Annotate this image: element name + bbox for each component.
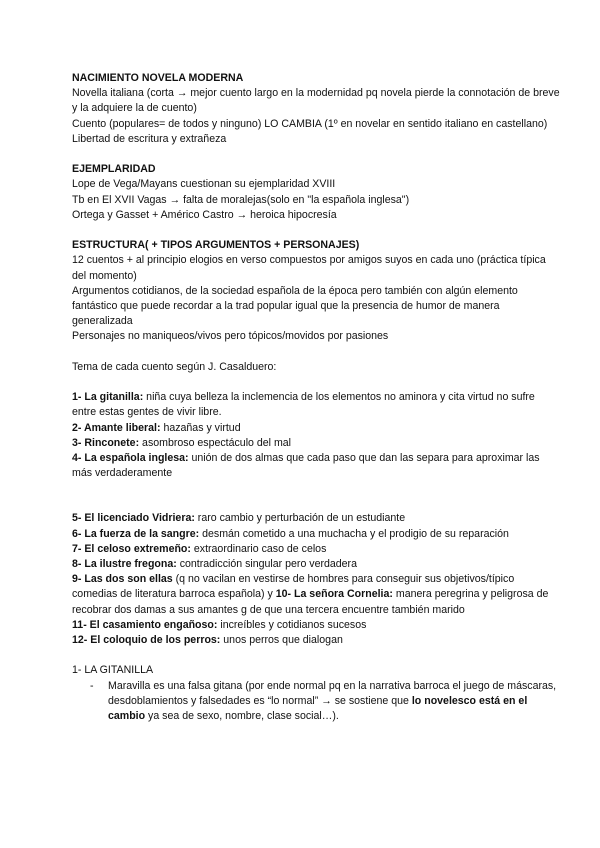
text-run: Maravilla es una falsa gitana (por ende normal pq en la narrativa barroca el juego de máscaras, desdoblamientos y falsedades es “lo normal” → se sostiene que [108,679,557,707]
list-item-title: 2- Amante liberal: [72,421,161,434]
list-item-text: contradicción singular pero verdadera [176,558,357,571]
list-item [72,451,560,481]
text-line: 12 cuentos + al principio elogios en verso compuestos por amigos suyos en cada uno (práctica típica del momento) [72,254,546,282]
list-item-text: desmán cometido a una muchacha y el prodigio de su reparación [199,527,509,540]
list-item-text: increíbles y cotidianos sucesos [217,618,367,631]
section-heading-estructura: ESTRUCTURA( + TIPOS ARGUMENTOS + PERSONAJES) [72,239,360,252]
list-item-text: manera peregrina y peligrosa de recobrar dos damas a sus amantes g de que una tercera encuentre también marido [72,588,549,616]
list-item-title: 8- La ilustre fregona: [72,558,177,571]
list-item-text: niña cuya belleza la inclemencia de los elementos no aminora y cita virtud no sufre entre estas gentes de vivir libre. [72,391,535,419]
text-line: Ortega y Gasset + Américo Castro → heroica hipocresía [72,208,337,221]
list-item [72,390,560,420]
text-run: ya sea de sexo, nombre, clase social…). [145,710,339,723]
spacer [72,648,560,663]
list-item [72,542,560,557]
list-item-title: 3- Rinconete: [72,436,140,449]
list-item [72,557,560,572]
list-item-title: 1- La gitanilla: [72,391,144,404]
list-item-title: 5- El licenciado Vidriera: [72,512,195,525]
list-item [72,436,560,451]
list-item-text: (q no vacilan en vestirse de hombres para conseguir sus objetivos/típico comedias de literatura barroca española) y [72,573,515,601]
list-item [72,421,560,436]
section-heading-nacimiento: NACIMIENTO NOVELA MODERNA [72,72,244,84]
list-item-text: hazañas y virtud [160,421,241,434]
spacer [72,147,560,162]
list-item-text: raro cambio y perturbación de un estudiante [194,512,406,525]
list-item-title: 9- Las dos son ellas [72,573,173,586]
list-item [72,572,560,618]
spacer [72,345,560,360]
section-heading-gitanilla: 1- LA GITANILLA [72,664,154,677]
list-item [72,527,560,542]
spacer [72,481,560,511]
spacer [72,375,560,390]
dash-list-text [108,679,560,725]
text-line: Tb en El XVII Vagas → falta de moralejas(solo en "la española inglesa") [72,193,410,206]
list-item-title: 4- La española inglesa: [72,452,189,465]
list-item-title: 10- La señora Cornelia: [275,588,393,601]
list-item-title: 6- La fuerza de la sangre: [72,527,200,540]
dash-bullet: - [90,679,94,692]
spacer [72,223,560,238]
text-line: Cuento (populares= de todos y ninguno) LO CAMBIA (1º en novelar en sentido italiano en castellano) [72,117,548,130]
list-item [72,618,560,633]
list-item-text: unión de dos almas que cada paso que dan las separa para aproximar las más verdaderamente [72,452,540,480]
list-item-text: extraordinario caso de celos [190,542,327,555]
section-heading-ejemplaridad: EJEMPLARIDAD [72,163,156,176]
text-line: Lope de Vega/Mayans cuestionan su ejemplaridad XVIII [72,178,336,191]
list-item [72,633,560,648]
list-item-text: asombroso espectáculo del mal [139,436,292,449]
text-line: Personajes no maniqueos/vivos pero tópicos/movidos por pasiones [72,330,389,343]
text-line: Argumentos cotidianos, de la sociedad española de la época pero también con algún elemento fantástico que puede recordar a la trad popular igual que la presencia de humor de manera generalizada [72,284,518,328]
list-item-title: 11- El casamiento engañoso: [72,618,218,631]
text-line: Libertad de escritura y extrañeza [72,132,227,145]
list-item [72,511,560,526]
text-run-bold: lo novelesco está en el cambio [108,694,528,723]
casalduero-intro: Tema de cada cuento según J. Casalduero: [72,360,277,373]
list-item-text: unos perros que dialogan [220,634,343,647]
dash-list-item [72,679,560,725]
text-line: Novella italiana (corta → mejor cuento largo en la modernidad pq novela pierde la connotación de breve y la adquiere la de cuento) [72,87,560,115]
list-item-title: 7- El celoso extremeño: [72,542,191,555]
list-item-title: 12- El coloquio de los perros: [72,634,221,647]
